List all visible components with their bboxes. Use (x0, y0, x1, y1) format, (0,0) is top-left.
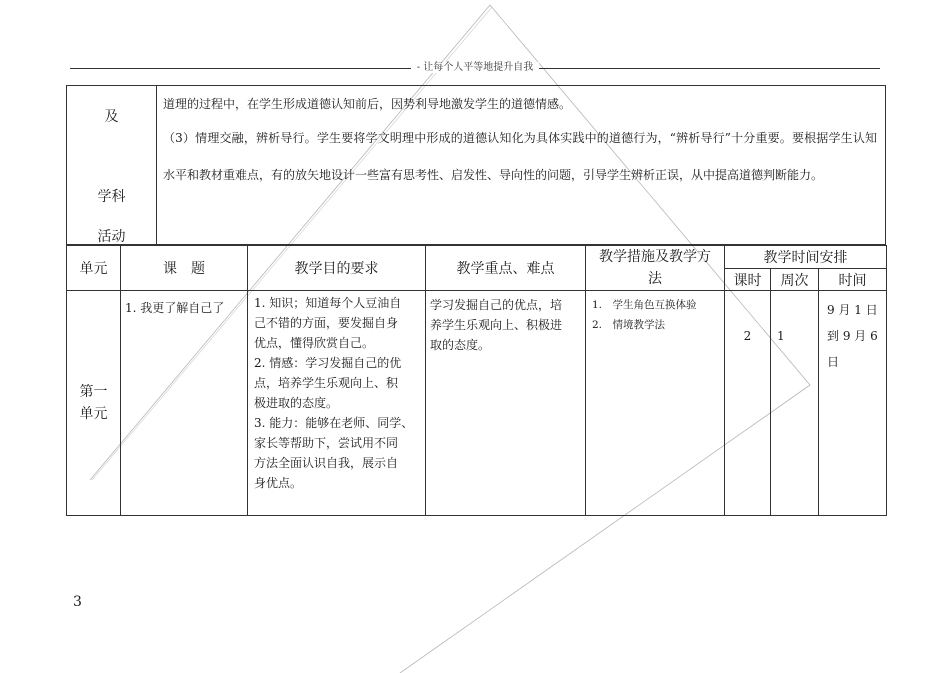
goal-line: 身优点。 (254, 476, 303, 490)
header-week: 周次 (771, 269, 819, 291)
goal-line: 优点，懂得欣赏自己。 (254, 336, 375, 350)
teaching-plan-table (66, 245, 887, 516)
keypoint-line: 取的态度。 (430, 338, 491, 352)
header-keypoints: 教学重点、难点 (426, 246, 586, 291)
unit-line1: 第一 (79, 384, 108, 400)
label-top: 及 (104, 109, 119, 125)
goal-line: 方法全面认识自我，展示自 (254, 456, 399, 470)
header-time: 时间 (819, 269, 887, 291)
time-line: 9 月 1 日 (827, 303, 878, 317)
keypoints-cell (426, 291, 586, 516)
header-schedule: 教学时间安排 (725, 246, 887, 269)
time-line: 日 (827, 355, 840, 369)
time-line: 到 9 月 6 (827, 329, 878, 343)
goal-line: 点，培养学生乐观向上、积 (254, 376, 399, 390)
hours-cell: 2 (725, 291, 771, 516)
goal-line: 家长等帮助下，尝试用不同 (254, 436, 399, 450)
paragraph-2: （3）情理交融，辨析导行。学生要将学文明理中形成的道德认知化为具体实践中的道德行为，“辨析导行”十分重要。要根据学生认知水平和教材重难点，有的放矢地设计一些富有思考性、启发性、导向性的问题，引导学生辨析正误，从中提高道德判断能力。 (163, 131, 877, 182)
unit-cell (67, 291, 121, 516)
goal-line: 3. 能力：能够在老师、同学、 (254, 416, 414, 430)
lesson-cell: 1. 我更了解自己了 (121, 291, 248, 516)
paragraph-1: 道理的过程中，在学生形成道德认知前后，因势利导地激发学生的道德情感。 (163, 97, 572, 111)
continued-section (66, 85, 886, 245)
week-cell: 1 (771, 291, 819, 516)
goal-line: 己不错的方面，要发掘自身 (254, 316, 399, 330)
label-mid: 学科 (97, 189, 126, 205)
method-item: 2. 情境教学法 (592, 319, 666, 331)
goal-line: 极进取的态度。 (254, 396, 339, 410)
unit-line2: 单元 (79, 406, 108, 422)
methods-cell (586, 291, 725, 516)
method-item: 1. 学生角色互换体验 (592, 299, 697, 311)
page-number: 3 (73, 594, 82, 610)
header-methods-line1: 教学措施及教学方 (599, 249, 711, 265)
goals-cell (248, 291, 426, 516)
header-goals: 教学目的要求 (248, 246, 426, 291)
header-unit: 单元 (67, 246, 121, 291)
header-methods (586, 246, 725, 291)
keypoint-line: 学习发掘自己的优点，培 (430, 298, 563, 312)
label-bottom: 活动 (97, 229, 126, 245)
header-methods-line2: 法 (648, 271, 662, 287)
goal-line: 2. 情感：学习发掘自己的优 (254, 356, 402, 370)
running-header: - 让每个人平等地提升自我 (0, 58, 950, 73)
goal-line: 1. 知识；知道每个人豆油自 (254, 296, 402, 310)
section-body (157, 86, 885, 244)
keypoint-line: 养学生乐观向上、积极进 (430, 318, 563, 332)
header-lesson: 课 题 (121, 246, 248, 291)
time-cell (819, 291, 887, 516)
header-hours: 课时 (725, 269, 771, 291)
section-label (67, 86, 157, 244)
